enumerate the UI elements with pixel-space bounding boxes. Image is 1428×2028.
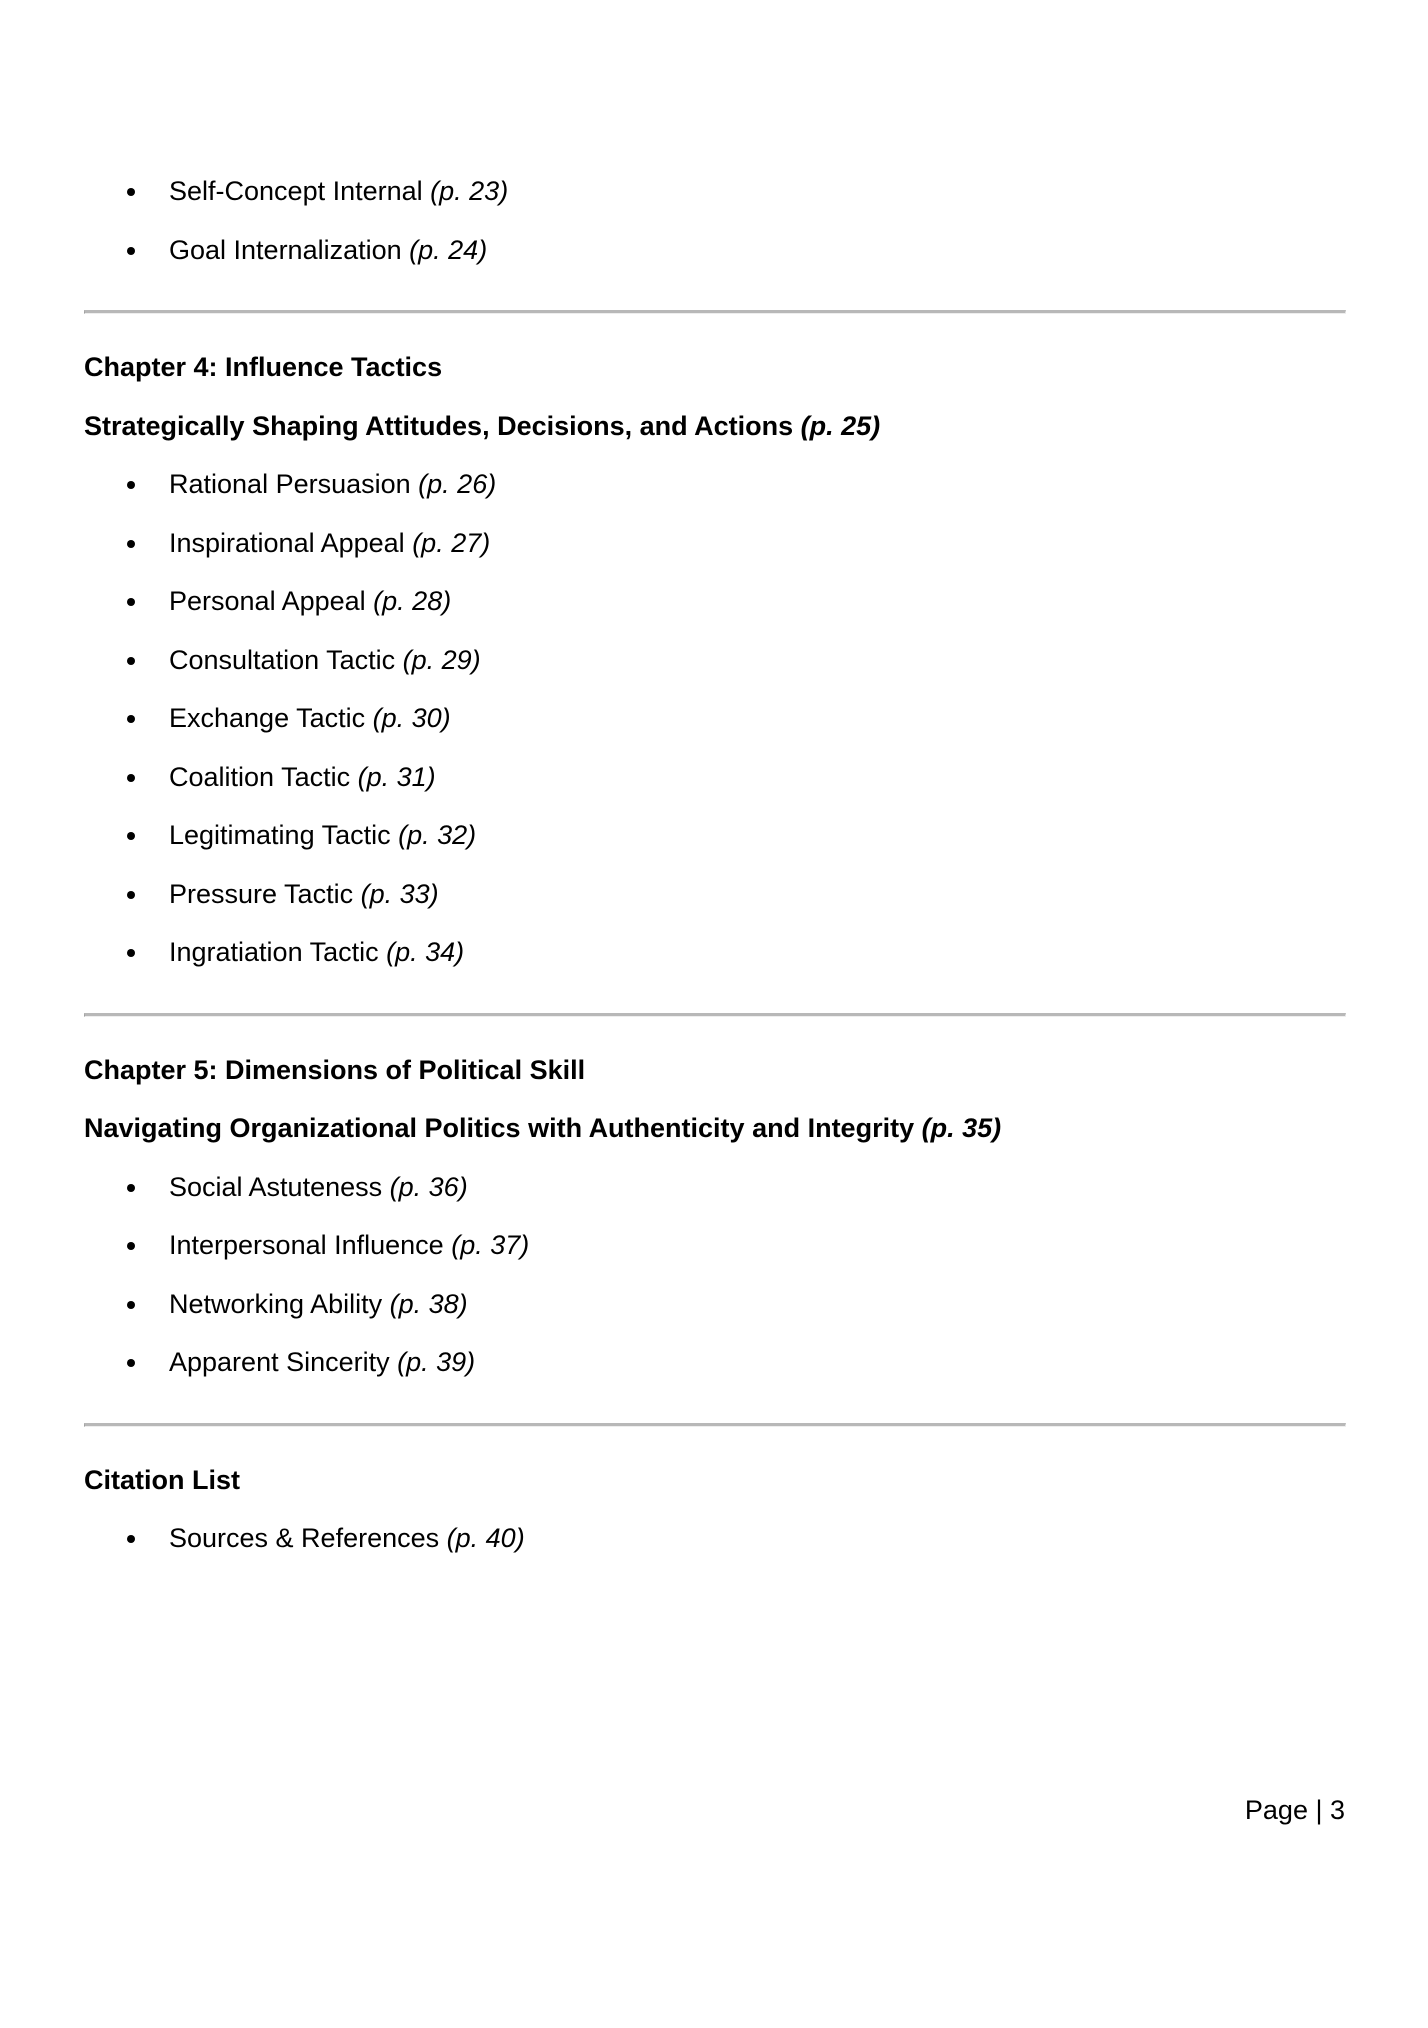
toc-item-label: Goal Internalization: [169, 234, 402, 265]
toc-item[interactable]: [84, 1222, 1346, 1281]
chapter-5-subtitle-text: Navigating Organizational Politics with Authenticity and Integrity: [84, 1113, 915, 1143]
toc-item[interactable]: [84, 1281, 1346, 1340]
toc-item-label: Exchange Tactic: [169, 703, 366, 733]
chapter-5-title[interactable]: Chapter 5: Dimensions of Political Skill: [84, 1054, 586, 1085]
toc-item[interactable]: [84, 812, 1346, 871]
toc-item[interactable]: [84, 227, 1346, 286]
toc-item-label: Apparent Sincerity: [169, 1347, 390, 1377]
table-of-contents: [84, 168, 1346, 1574]
bullet-icon: [127, 832, 135, 840]
bullet-icon: [127, 657, 135, 665]
toc-item[interactable]: [84, 168, 1346, 227]
toc-item[interactable]: [84, 754, 1346, 813]
toc-item-page: (p. 36): [389, 1171, 468, 1202]
bullet-icon: [127, 715, 135, 723]
toc-item-page: (p. 39): [397, 1347, 476, 1377]
toc-item-label: Rational Persuasion: [169, 469, 411, 499]
toc-item[interactable]: [84, 871, 1346, 930]
citation-list-title[interactable]: Citation List: [84, 1464, 240, 1495]
bullet-icon: [127, 188, 135, 196]
toc-item-page: (p. 26): [418, 469, 497, 499]
bullet-icon: [127, 540, 135, 548]
toc-item-page: (p. 30): [372, 703, 451, 733]
bullet-icon: [127, 774, 135, 782]
page-number: Page | 3: [1244, 1795, 1345, 1825]
toc-item-page: (p. 37): [451, 1230, 530, 1260]
chapter-4-subtitle[interactable]: [84, 403, 1346, 462]
bullet-icon: [127, 247, 135, 255]
toc-item[interactable]: [84, 1339, 1346, 1398]
toc-item-label: Sources & References: [169, 1523, 440, 1553]
bullet-icon: [127, 1301, 135, 1309]
bullet-icon: [127, 598, 135, 606]
toc-item[interactable]: [84, 461, 1346, 520]
chapter-4-list: [84, 461, 1346, 988]
toc-item-page: (p. 38): [389, 1288, 468, 1319]
bullet-icon: [127, 1242, 135, 1250]
bullet-icon: [127, 1184, 135, 1192]
toc-item-label: Legitimating Tactic: [169, 820, 391, 850]
toc-item-label: Inspirational Appeal: [169, 527, 405, 558]
toc-item-page: (p. 28): [373, 586, 452, 616]
toc-item-page: (p. 31): [357, 761, 436, 792]
toc-item[interactable]: [84, 695, 1346, 754]
toc-item-label: Consultation Tactic: [169, 644, 396, 675]
toc-item-label: Personal Appeal: [169, 586, 366, 616]
toc-item-page: (p. 40): [446, 1523, 525, 1553]
toc-item-label: Networking Ability: [169, 1288, 383, 1319]
toc-item[interactable]: [84, 520, 1346, 579]
toc-item-page: (p. 32): [398, 820, 477, 850]
bullet-icon: [127, 1535, 135, 1543]
toc-item[interactable]: [84, 929, 1346, 988]
chapter-5-subtitle-page: (p. 35): [921, 1113, 1002, 1143]
bullet-icon: [127, 1359, 135, 1367]
toc-item-page: (p. 34): [386, 937, 465, 967]
chapter-5-subtitle[interactable]: [84, 1105, 1346, 1164]
toc-item[interactable]: [84, 578, 1346, 637]
toc-item-label: Self-Concept Internal: [169, 176, 423, 206]
citation-list: [84, 1515, 1346, 1574]
toc-item-page: (p. 27): [412, 527, 491, 558]
toc-item-page: (p. 24): [409, 234, 488, 265]
chapter-4-subtitle-text: Strategically Shaping Attitudes, Decisions, and Actions: [84, 410, 794, 441]
chapter-4-subtitle-page: (p. 25): [800, 410, 881, 441]
toc-item-label: Ingratiation Tactic: [169, 937, 379, 967]
toc-item[interactable]: [84, 637, 1346, 696]
continued-toc-list: [84, 168, 1346, 285]
toc-item-page: (p. 33): [360, 878, 439, 909]
bullet-icon: [127, 891, 135, 899]
toc-item-label: Coalition Tactic: [169, 761, 351, 792]
chapter-5-list: [84, 1164, 1346, 1398]
toc-item-page: (p. 29): [402, 644, 481, 675]
chapter-4-title[interactable]: Chapter 4: Influence Tactics: [84, 352, 443, 382]
toc-item[interactable]: [84, 1164, 1346, 1223]
toc-item[interactable]: [84, 1515, 1346, 1574]
toc-item-label: Interpersonal Influence: [169, 1230, 444, 1260]
toc-item-label: Pressure Tactic: [169, 878, 354, 909]
bullet-icon: [127, 481, 135, 489]
toc-item-page: (p. 23): [430, 176, 509, 206]
bullet-icon: [127, 949, 135, 957]
toc-item-label: Social Astuteness: [169, 1171, 383, 1202]
